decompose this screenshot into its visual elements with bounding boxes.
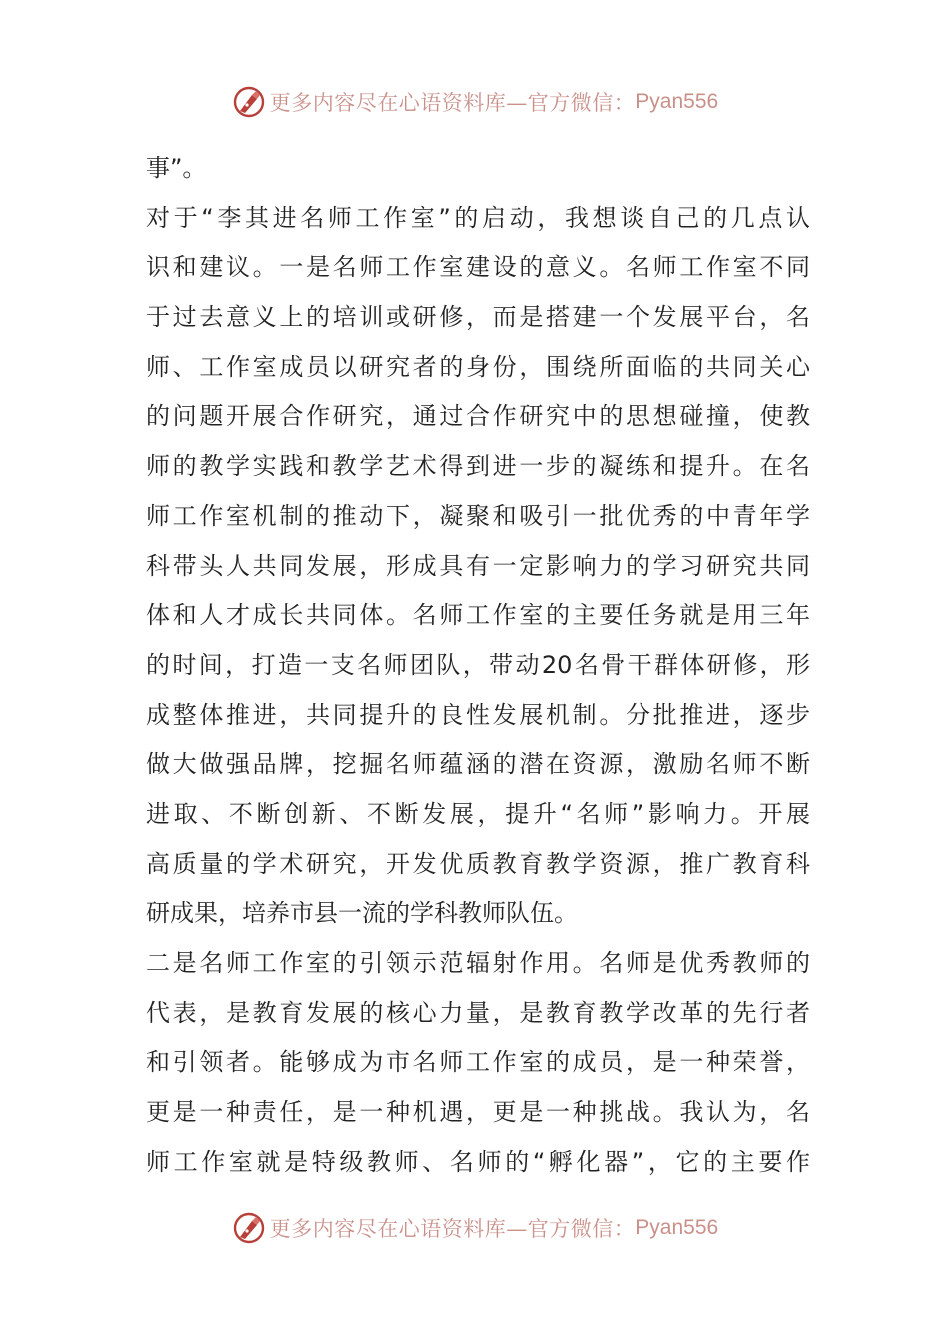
text-line: 师工作室就是特级教师、名师的“孵化器”，它的主要作	[146, 1147, 810, 1176]
text-line: 的时间，打造一支名师团队，带动20名骨干群体研修，形	[146, 650, 810, 679]
text-line: 识和建议。一是名师工作室建设的意义。名师工作室不同	[146, 253, 810, 282]
text-line: 事”。	[146, 154, 207, 182]
footer-banner	[0, 1208, 950, 1248]
text-line: 进取、不断创新、不断发展，提升“名师”影响力。开展	[146, 799, 810, 828]
text-line: 研成果，培养市县一流的学科教师队伍。	[146, 899, 578, 928]
text-line: 师的教学实践和教学艺术得到进一步的凝练和提升。在名	[146, 452, 810, 481]
text-line: 做大做强品牌，挖掘名师蕴涵的潜在资源，激励名师不断	[146, 750, 810, 779]
text-line: 代表，是教育发展的核心力量，是教育教学改革的先行者	[146, 998, 810, 1027]
text-line: 师工作室机制的推动下，凝聚和吸引一批优秀的中青年学	[146, 501, 810, 530]
header-banner-text: 更多内容尽在心语资料库—官方微信：	[269, 91, 636, 115]
text-line: 高质量的学术研究，开发优质教育教学资源，推广教育科	[146, 849, 810, 878]
header-banner	[0, 82, 950, 122]
header-wechat-id: Pyan556	[635, 90, 719, 113]
text-line: 体和人才成长共同体。名师工作室的主要任务就是用三年	[146, 601, 810, 630]
text-line: 二是名师工作室的引领示范辐射作用。名师是优秀教师的	[146, 949, 810, 977]
text-line: 更是一种责任，是一种机遇，更是一种挑战。我认为，名	[146, 1098, 810, 1127]
pen-nib-logo-icon	[232, 85, 266, 119]
text-line: 的问题开展合作研究，通过合作研究中的思想碰撞，使教	[146, 402, 810, 431]
footer-banner-text: 更多内容尽在心语资料库—官方微信：	[269, 1217, 636, 1241]
text-line: 对于“李其进名师工作室”的启动，我想谈自己的几点认	[146, 203, 810, 232]
text-line: 和引领者。能够成为市名师工作室的成员，是一种荣誉，	[146, 1048, 810, 1077]
text-line: 科带头人共同发展，形成具有一定影响力的学习研究共同	[146, 551, 810, 580]
text-line: 师、工作室成员以研究者的身份，围绕所面临的共同关心	[146, 352, 810, 381]
document-body	[146, 144, 810, 1187]
pen-nib-logo-icon	[232, 1211, 266, 1245]
text-line: 成整体推进，共同提升的良性发展机制。分批推进，逐步	[146, 700, 810, 729]
text-line: 于过去意义上的培训或研修，而是搭建一个发展平台，名	[146, 303, 810, 332]
footer-wechat-id: Pyan556	[635, 1216, 719, 1239]
